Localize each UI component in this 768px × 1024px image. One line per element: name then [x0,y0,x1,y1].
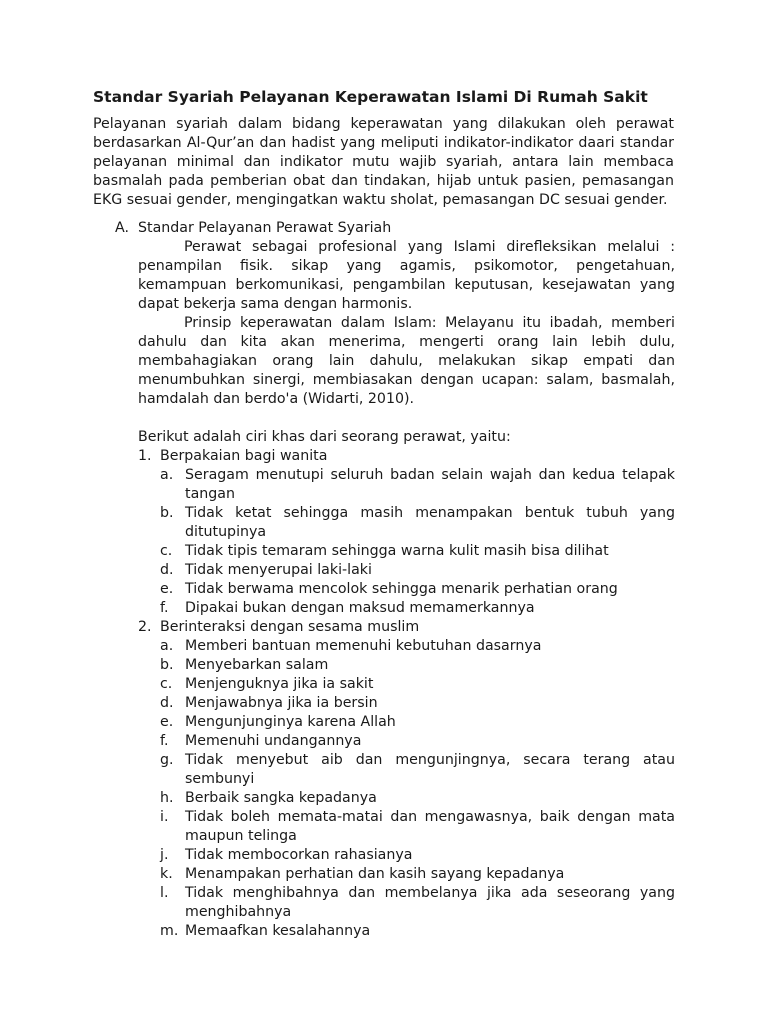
lettered-list-item [160,865,675,884]
lettered-list-item [160,599,675,618]
lettered-list [160,637,675,941]
section-a-paragraph-2: Prinsip keperawatan dalam Islam: Melayanu itu ibadah, memberi dahulu dan kita akan menerima, mengerti orang lain lebih dulu, membahagiakan orang lain dahulu, melakukan sikap empati dan menumbuhkan sinergi, membiasakan dengan ucapan: salam, basmalah, hamdalah dan berdo'a (Widarti, 2010). [138,315,675,407]
section-a-marker: A. [115,220,129,236]
list-letter: a. [160,638,174,654]
list-letter: i. [160,809,169,825]
list-item-text: Tidak boleh memata-matai dan mengawasnya, baik dengan mata maupun telinga [185,809,675,844]
list-item-text: Tidak menyebut aib dan mengunjingnya, secara terang atau sembunyi [185,752,675,787]
lettered-list-item [160,675,675,694]
list-item-label: Berinteraksi dengan sesama muslim [160,619,420,635]
section-a-body [138,219,675,941]
section-a-paragraph-1: Perawat sebagai profesional yang Islami direfleksikan melalui : penampilan fisik. sikap yang agamis, psikomotor, pengetahuan, kemampuan berkomunikasi, pengambilan keputusan, kesejawatan yang dapat bekerja sama dengan harmonis. [138,239,675,312]
list-item-text: Seragam menutupi seluruh badan selain wajah dan kedua telapak tangan [185,467,675,502]
lettered-list-item [160,637,675,656]
numbered-list-item [138,447,675,618]
list-item-text: Tidak ketat sehingga masih menampakan bentuk tubuh yang ditutupinya [185,505,675,540]
lettered-list-item [160,504,675,542]
list-item-text: Tidak menyerupai laki-laki [185,562,372,578]
lettered-list-item [160,884,675,922]
list-letter: d. [160,695,174,711]
list-number: 1. [138,448,152,464]
intro-paragraph [93,115,674,210]
list-item-text: Dipakai bukan dengan maksud memamerkannya [185,600,535,616]
list-letter: c. [160,543,173,559]
list-item-label: Berpakaian bagi wanita [160,448,328,464]
list-letter: b. [160,657,174,673]
list-letter: k. [160,866,173,882]
lettered-list-item [160,694,675,713]
lettered-list-item [160,922,675,941]
list-item-text: Menjawabnya jika ia bersin [185,695,378,711]
numbered-list-item [138,618,675,941]
list-item-text: Memberi bantuan memenuhi kebutuhan dasarnya [185,638,542,654]
list-item-text: Menyebarkan salam [185,657,329,673]
list-item-text: Memenuhi undangannya [185,733,362,749]
list-item-text: Tidak berwama mencolok sehingga menarik perhatian orang [185,581,618,597]
list-letter: e. [160,714,174,730]
lettered-list-item [160,846,675,865]
lettered-list-item [160,789,675,808]
lettered-list-item [160,561,675,580]
lettered-list-item [160,656,675,675]
list-item-text: Mengunjunginya karena Allah [185,714,396,730]
section-a-heading: Standar Pelayanan Perawat Syariah [138,220,392,236]
list-letter: l. [160,885,169,901]
list-item-text: Tidak tipis temaram sehingga warna kulit masih bisa dilihat [185,543,609,559]
list-letter: a. [160,467,174,483]
lettered-list-item [160,808,675,846]
numbered-list [138,447,675,941]
list-letter: e. [160,581,174,597]
lettered-list-item [160,466,675,504]
lettered-list-item [160,542,675,561]
list-item-text: Tidak membocorkan rahasianya [185,847,413,863]
list-letter: f. [160,733,169,749]
list-item-text: Tidak menghibahnya dan membelanya jika ada seseorang yang menghibahnya [185,885,675,920]
section-a [115,219,675,941]
list-letter: c. [160,676,173,692]
list-letter: h. [160,790,174,806]
lettered-list [160,466,675,618]
intro-text: Pelayanan syariah dalam bidang keperawatan yang dilakukan oleh perawat berdasarkan Al-Qur’an dan hadist yang meliputi indikator-indikator daari standar pelayanan minimal dan indikator mutu wajib syariah, antara lain membaca basmalah pada pemberian obat dan tindakan, hijab untuk pasien, pemasangan EKG sesuai gender, mengingatkan waktu sholat, pemasangan DC sesuai gender. [93,116,674,208]
list-letter: g. [160,752,174,768]
list-letter: b. [160,505,174,521]
list-letter: m. [160,923,179,939]
section-a-lead: Berikut adalah ciri khas dari seorang perawat, yaitu: [138,429,511,445]
list-item-text: Menjenguknya jika ia sakit [185,676,374,692]
lettered-list-item [160,713,675,732]
list-number: 2. [138,619,152,635]
lettered-list-item [160,580,675,599]
lettered-list-item [160,732,675,751]
list-item-text: Memaafkan kesalahannya [185,923,371,939]
list-item-text: Menampakan perhatian dan kasih sayang kepadanya [185,866,565,882]
list-letter: j. [160,847,169,863]
document-title: Standar Syariah Pelayanan Keperawatan Islami Di Rumah Sakit [93,88,648,106]
lettered-list-item [160,751,675,789]
list-letter: d. [160,562,174,578]
list-item-text: Berbaik sangka kepadanya [185,790,377,806]
list-letter: f. [160,600,169,616]
